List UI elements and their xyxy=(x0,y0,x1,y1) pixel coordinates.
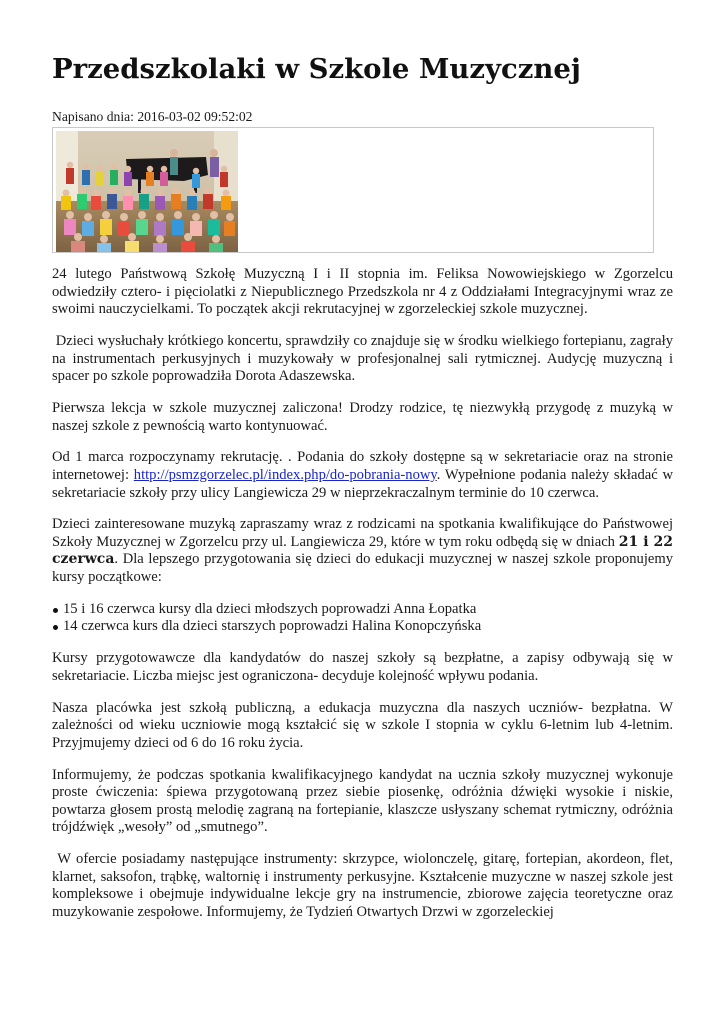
post-date: Napisano dnia: 2016-03-02 09:52:02 xyxy=(52,109,253,124)
list-item: 14 czerwca kurs dla dzieci starszych poprowadzi Halina Konopczyńska xyxy=(52,618,673,636)
paragraph-7: Nasza placówka jest szkołą publiczną, a edukacja muzyczna dla naszych uczniów- bezpłatna. W zależności od wieku uczniowie mogą kształcić się w szkole I stopnia w cyklu 6-letnim lub 4-letnim. Przyjmujemy dzieci od 6 do 16 roku życia. xyxy=(52,699,673,751)
paragraph-2: Dzieci wysłuchały krótkiego koncertu, sprawdziły co znajduje się w środku wielkiego fortepianu, zagrały na instrumentach perkusyjnych i muzykowały w profesjonalnej sali rytmicznej. Audycję muzyczną i spacer po szkole poprowadziła Dorota Adaszewska. xyxy=(52,332,673,385)
list-item: 15 i 16 czerwca kursy dla dzieci młodszych poprowadzi Anna Łopatka xyxy=(52,601,673,619)
paragraph-1: 24 lutego Państwową Szkołę Muzyczną I i II stopnia im. Feliksa Nowowiejskiego w Zgorzelcu odwiedziły cztero- i pięciolatki z Niepublicznego Przedszkola nr 4 z Oddziałami Integracyjnymi wraz ze swoimi nauczycielkami. To początek akcji rekrutacyjnej w zgorzeleckiej szkole muzycznej. xyxy=(52,266,673,318)
paragraph-5-text-end: . Dla lepszego przygotowania się dzieci do edukacji muzycznej w naszej szkole proponujemy kursy początkowe: xyxy=(52,551,673,586)
article-body xyxy=(52,266,673,936)
page-title: Przedszkolaki w Szkole Muzycznej xyxy=(52,53,581,85)
paragraph-4-text-end: . Wypełnione podania należy składać w sekretariacie szkoły przy ulicy Langiewicza 29 w nieprzekraczalnym terminie do 10 czerwca. xyxy=(52,466,673,501)
course-list xyxy=(52,601,673,636)
paragraph-5 xyxy=(52,516,673,586)
paragraph-4-text: Od 1 marca rozpoczynamy rekrutację. . Podania do szkoły dostępne są w sekretariacie oraz na stronie internetowej: xyxy=(52,449,673,483)
paragraph-6: Kursy przygotowawcze dla kandydatów do naszej szkoły są bezpłatne, a zapisy odbywają się w sekretariacie. Liczba miejsc jest ograniczona- decyduje kolejność wpływu podania. xyxy=(52,650,673,684)
paragraph-8: Informujemy, że podczas spotkania kwalifikacyjnego kandydat na ucznia szkoły muzycznej wykonuje proste ćwiczenia: śpiewa przygotowaną przez siebie piosenkę, odróżnia dźwięki wysokie i niskie, powtarza głosem prostą melodię zagraną na fortepianie, klaszcze usłyszany schemat rytmiczny, odróżnia trójdźwięk „wesoły” od „smutnego”. xyxy=(52,766,673,836)
paragraph-4 xyxy=(52,449,673,502)
download-link[interactable]: http://psmzgorzelec.pl/index.php/do-pobrania-nowy xyxy=(133,466,437,483)
paragraph-9: W ofercie posiadamy następujące instrumenty: skrzypce, wiolonczelę, gitarę, fortepian, akordeon, flet, klarnet, saksofon, trąbkę, waltornię i instrumenty perkusyjne. Kształcenie muzyczne w naszej szkole jest kompleksowe i obejmuje indywidualne lekcje gry na instrumencie, zbiorowe zajęcia teoretyczne oraz muzykowanie zespołowe. Informujemy, że Tydzień Otwartych Drzwi w zgorzeleckiej xyxy=(52,851,673,920)
date-highlight: 21 i 22 czerwca xyxy=(52,533,673,568)
paragraph-5-text: Dzieci zainteresowane muzyką zapraszamy wraz z rodzicami na spotkania kwalifikujące do Państwowej Szkoły Muzycznej w Zgorzelcu przy ul. Langiewicza 29, które w tym roku odbędą się w dniach xyxy=(52,516,673,550)
group-photo[interactable] xyxy=(56,131,238,252)
paragraph-3: Pierwsza lekcja w szkole muzycznej zaliczona! Drodzy rodzice, tę niezwykłą przygodę z muzyką w naszej szkole z pewnością warto kontynuować. xyxy=(52,399,673,434)
image-frame xyxy=(52,127,654,253)
